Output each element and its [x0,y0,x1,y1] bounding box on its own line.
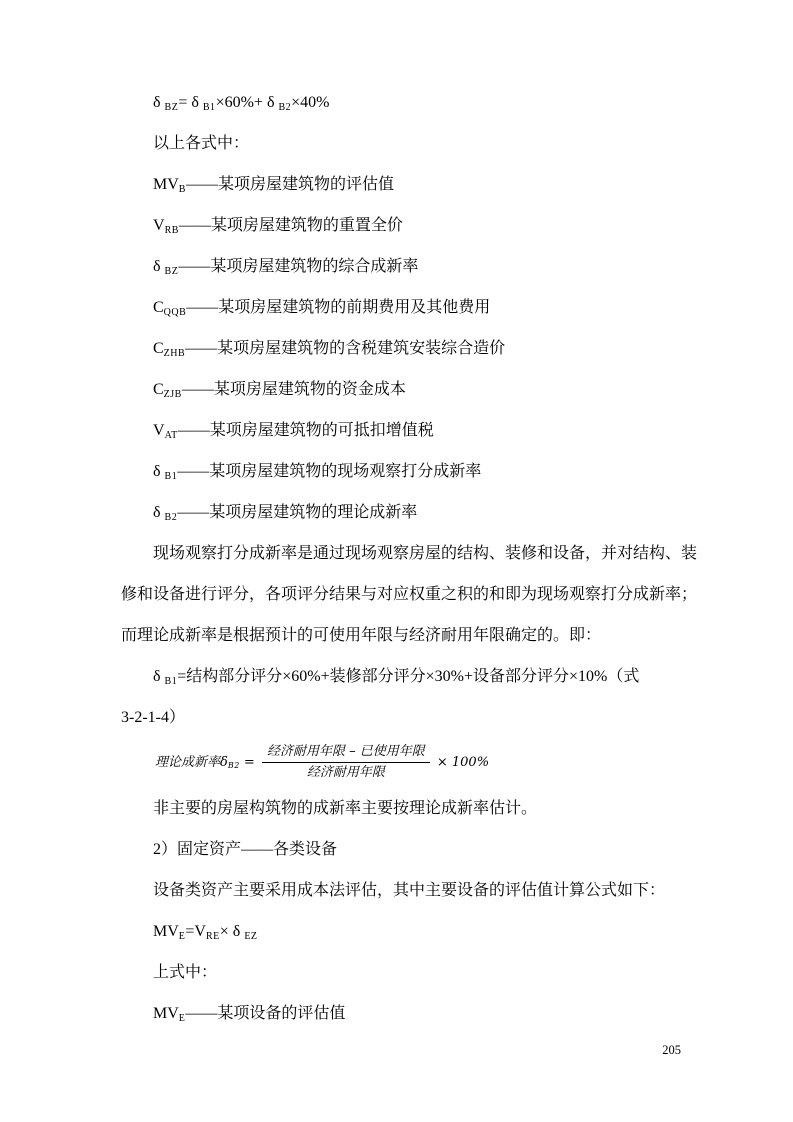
para-non-main-structures [121,788,697,829]
subscript-text: AT [164,430,178,441]
fraction-numerator: 经济耐用年限 – 已使用年限 [262,743,430,763]
text-run: 理论成新率δ [155,755,228,770]
text-run: ——某项房屋建筑物的综合成新率 [178,258,419,275]
subscript-text: BZ [164,266,179,277]
text-run: V [153,217,165,234]
subscript-text: E [178,1013,186,1024]
text-run: 现场观察打分成新率是通过现场观察房屋的结构、装修和设备，并对结构、装修和设备进行评分，各项评分结果与对应权重之积的和即为现场观察打分成新率；而理论成新率是根据预计的可使用年限与经济耐用年限确定的。即： [121,545,698,644]
subscript-text: E [178,931,186,942]
subscript-text: B2 [227,761,240,770]
text-run: 3-2-1-4） [121,709,185,726]
heading-fixed-assets-equipment [121,829,697,870]
def-czhb [121,328,697,369]
formula-mve [121,911,697,952]
subscript-text: B [178,184,186,195]
text-run: V [153,422,165,439]
text-run: MV [153,176,179,193]
text-run: C [153,381,164,398]
text-run: ——某项房屋建筑物的前期费用及其他费用 [186,299,491,316]
para-equipment-cost-method [121,870,697,911]
label-in-above-formula [121,952,697,993]
def-czjb [121,369,697,410]
def-cqqb [121,287,697,328]
subscript-text: BZ [164,102,179,113]
text-run: 非主要的房屋构筑物的成新率主要按理论成新率估计。 [153,800,538,817]
text-run: ——某项房屋建筑物的评估值 [185,176,394,193]
text-run: δ [153,463,165,480]
def-mve [121,993,697,1034]
text-run: MV [153,923,179,940]
text-run: 上式中： [153,964,218,981]
text-run: ——某项房屋建筑物的含税建筑安装综合造价 [185,340,506,357]
subscript-text: ZJB [163,389,182,400]
text-run: 设备类资产主要采用成本法评估，其中主要设备的评估值计算公式如下： [153,882,666,899]
text-run: × 100% [432,755,490,770]
formula-delta-bz [121,82,697,123]
page-number: 205 [662,1042,681,1057]
text-run: C [153,340,164,357]
subscript-text: RE [205,931,220,942]
text-run: = [239,755,259,770]
para-observation-method [121,533,697,656]
text-run: ×40% [291,94,330,111]
label-above-formulas [121,123,697,164]
text-run: 2）固定资产——各类设备 [153,841,338,858]
def-mvb [121,164,697,205]
text-run: ——某项房屋建筑物的现场观察打分成新率 [177,463,482,480]
subscript-text: EZ [244,931,258,942]
def-delta-bz [121,246,697,287]
text-run: δ [153,94,165,111]
def-vat [121,410,697,451]
def-vrb [121,205,697,246]
subscript-text: QQB [163,307,187,318]
text-run: δ [153,258,165,275]
text-run: C [153,299,164,316]
text-run: ——某项房屋建筑物的重置全价 [178,217,403,234]
fraction-denominator: 经济耐用年限 [306,765,385,780]
text-run: δ [153,668,165,685]
text-run: ——某项房屋建筑物的理论成新率 [177,504,418,521]
subscript-text: B2 [164,512,178,523]
text-run: =V [185,923,206,940]
subscript-text: B1 [164,471,178,482]
text-run: ——某项房屋建筑物的资金成本 [181,381,406,398]
subscript-text: B1 [164,676,178,687]
text-run: = δ [178,94,203,111]
def-delta-b1 [121,451,697,492]
text-run: ×60%+ δ [215,94,279,111]
subscript-text: RB [164,225,179,236]
text-run: ——某项房屋建筑物的可抵扣增值税 [177,422,434,439]
subscript-text: B1 [202,102,216,113]
fraction [262,743,430,782]
text-run: 以上各式中： [153,135,250,152]
text-run: MV [153,1005,179,1022]
text-run: δ [153,504,165,521]
text-run: ——某项设备的评估值 [185,1005,346,1022]
text-run: × δ [219,923,245,940]
subscript-text: ZHB [163,348,186,359]
text-run: =结构部分评分×60%+装修部分评分×30%+设备部分评分×10%（式 [177,668,640,685]
formula-delta-b1-weights-line2 [121,697,697,738]
subscript-text: B2 [278,102,292,113]
formula-delta-b1-weights-line1 [121,656,697,697]
document-content [121,82,697,1034]
formula-theoretical-newness-rate [121,738,697,788]
def-delta-b2 [121,492,697,533]
